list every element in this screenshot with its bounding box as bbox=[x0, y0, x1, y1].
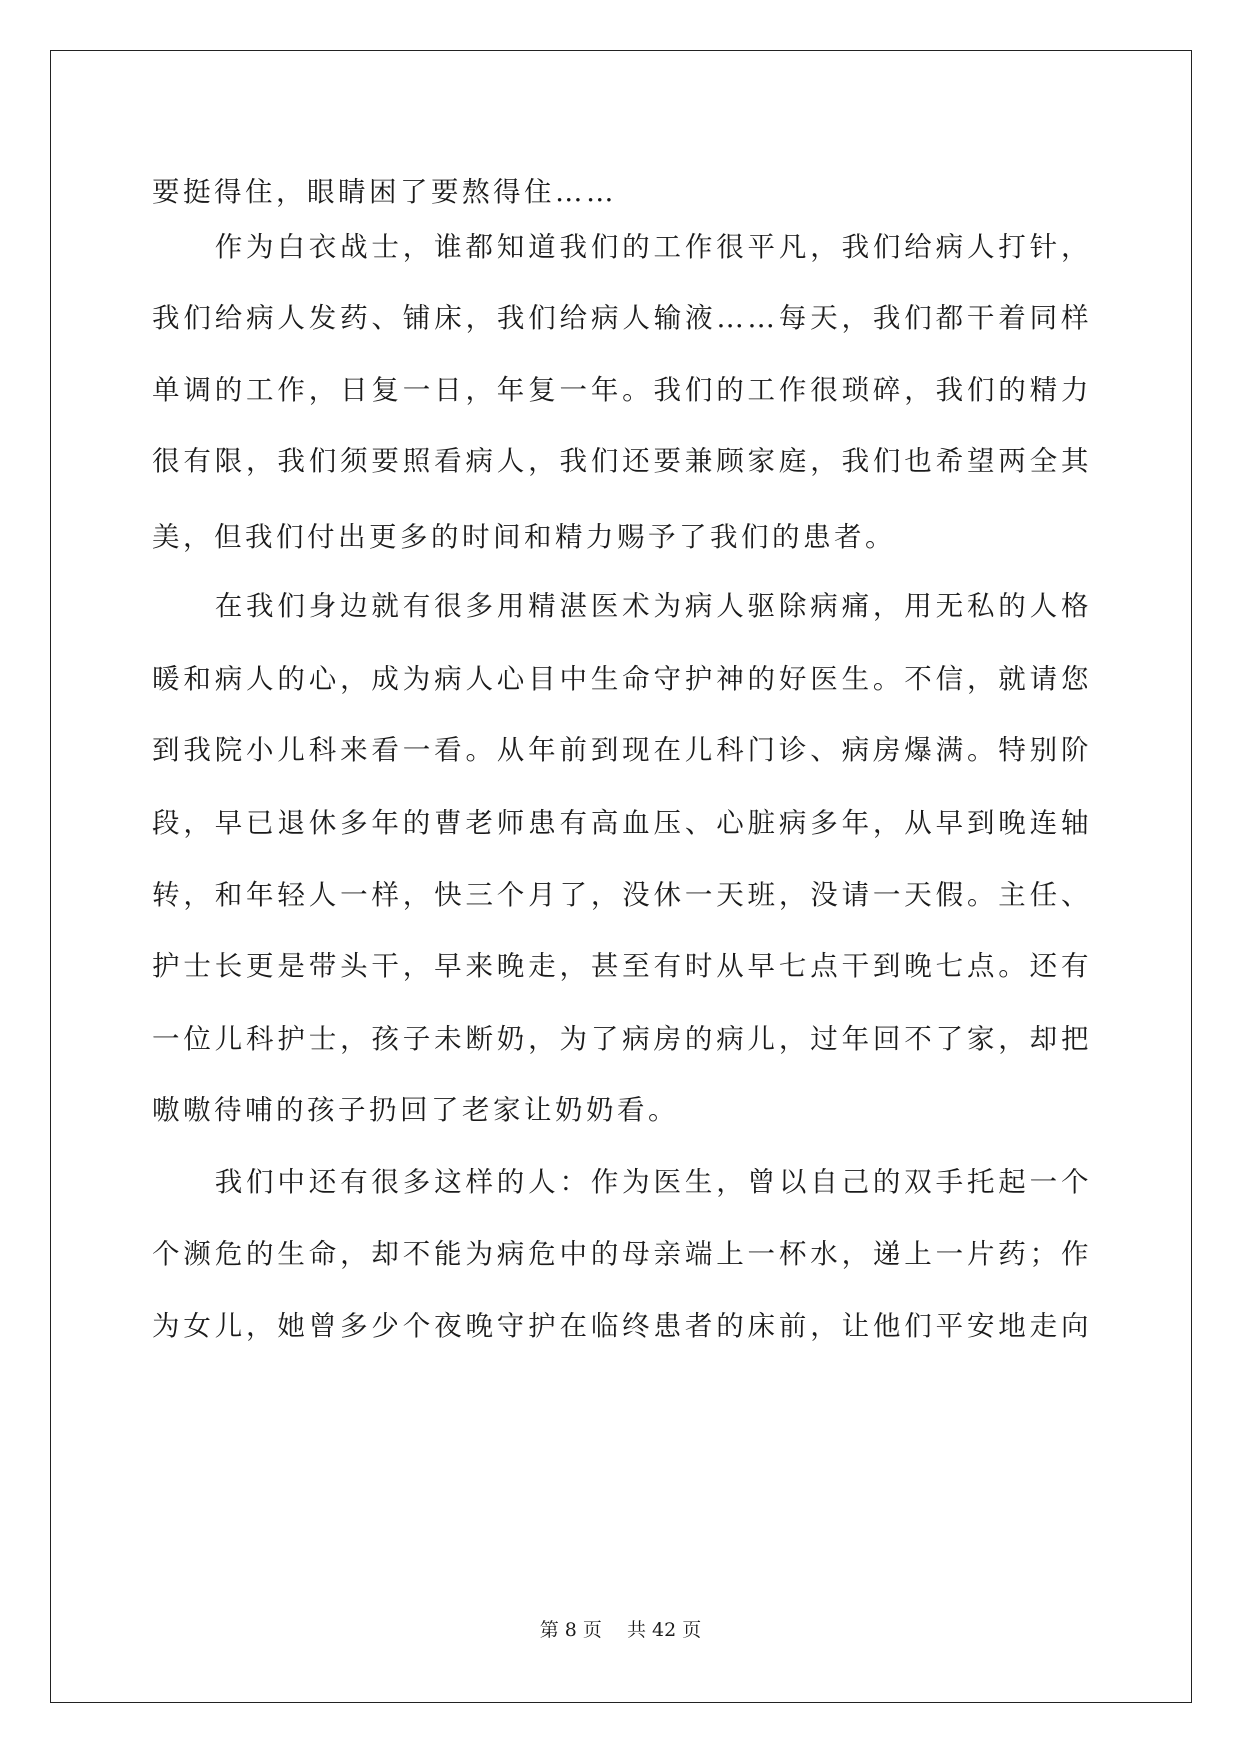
text-line: 暖和病人的心，成为病人心目中生命守护神的好医生。不信，就请您 bbox=[152, 663, 1092, 695]
text-line: 在我们身边就有很多用精湛医术为病人驱除病痛，用无私的人格 bbox=[152, 590, 1092, 622]
text-line: 嗷嗷待哺的孩子扔回了老家让奶奶看。 bbox=[152, 1094, 679, 1126]
text-line: 到我院小儿科来看一看。从年前到现在儿科门诊、病房爆满。特别阶 bbox=[152, 734, 1092, 766]
text-line: 我们中还有很多这样的人：作为医生，曾以自己的双手托起一个 bbox=[152, 1166, 1092, 1198]
text-line: 转，和年轻人一样，快三个月了，没休一天班，没请一天假。主任、 bbox=[152, 879, 1092, 911]
text-line: 作为白衣战士，谁都知道我们的工作很平凡，我们给病人打针， bbox=[152, 231, 1092, 263]
text-line: 美，但我们付出更多的时间和精力赐予了我们的患者。 bbox=[152, 521, 896, 553]
text-line: 个濒危的生命，却不能为病危中的母亲端上一杯水，递上一片药；作 bbox=[152, 1238, 1092, 1270]
text-line: 护士长更是带头干，早来晚走，甚至有时从早七点干到晚七点。还有 bbox=[152, 950, 1092, 982]
text-line: 要挺得住，眼睛困了要熬得住…… bbox=[152, 176, 617, 208]
text-line: 一位儿科护士，孩子未断奶，为了病房的病儿，过年回不了家，却把 bbox=[152, 1023, 1092, 1055]
text-line: 我们给病人发药、铺床，我们给病人输液……每天，我们都干着同样 bbox=[152, 302, 1092, 334]
text-line: 单调的工作，日复一日，年复一年。我们的工作很琐碎，我们的精力 bbox=[152, 374, 1092, 406]
text-line: 很有限，我们须要照看病人，我们还要兼顾家庭，我们也希望两全其 bbox=[152, 445, 1092, 477]
page-footer: 第 8 页 共 42 页 bbox=[539, 1619, 702, 1641]
text-line: 段，早已退休多年的曹老师患有高血压、心脏病多年，从早到晚连轴 bbox=[152, 807, 1092, 839]
text-line: 为女儿，她曾多少个夜晚守护在临终患者的床前，让他们平安地走向 bbox=[152, 1310, 1092, 1342]
